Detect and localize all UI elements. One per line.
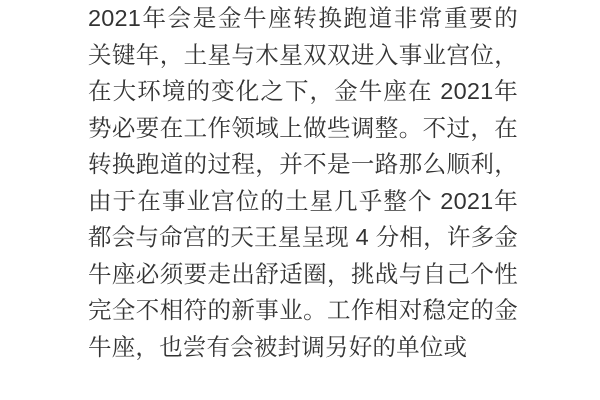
- article-body-text: 2021年会是金牛座转换跑道非常重要的关键年，土星与木星双双进入事业宫位，在大环境的变化之下，金牛座在 2021年势必要在工作领域上做些调整。不过，在转换跑道的过程，并不是一路那么顺利，由于在事业宫位的土星几乎整个 2021年都会与命宫的天王星呈现 4 分相，许多金牛座必须要走出舒适圈，挑战与自己个性完全不相符的新事业。工作相对稳定的金牛座，也尝有会被封调另好的单位或: [88, 5, 518, 360]
